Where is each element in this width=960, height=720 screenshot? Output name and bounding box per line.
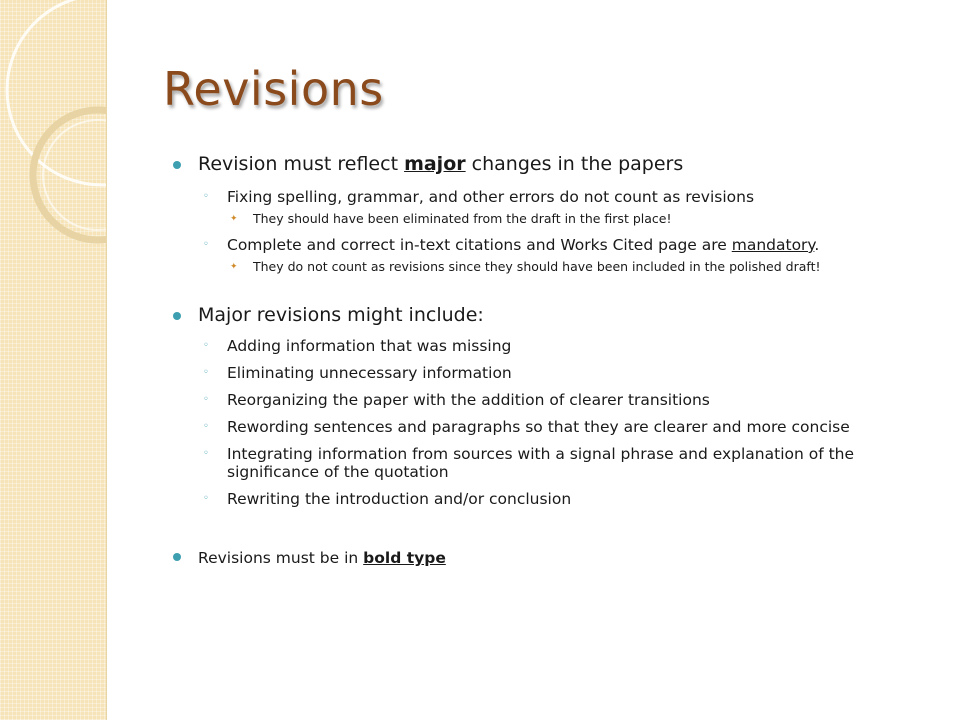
- emphasis-mandatory: mandatory: [731, 236, 815, 254]
- star-bullet-icon: ✦: [230, 214, 238, 224]
- ring-bullet-icon: ◦: [203, 340, 209, 351]
- ring-bullet-icon: ◦: [203, 493, 209, 504]
- sub-bullet-spelling: ◦ Fixing spelling, grammar, and other errors do not count as revisions: [203, 188, 755, 206]
- list-item: ◦ Rewriting the introduction and/or conclusion: [203, 490, 572, 508]
- detail-bullet-eliminated: ✦ They should have been eliminated from the draft in the first place!: [230, 211, 672, 226]
- star-bullet-icon: ✦: [230, 262, 238, 272]
- sub-bullet-citations: ◦ Complete and correct in-text citations and Works Cited page are mandatory.: [203, 236, 820, 254]
- ring-bullet-icon: ◦: [203, 239, 209, 250]
- list-item: ◦ Reorganizing the paper with the addition of clearer transitions: [203, 391, 710, 409]
- bullet-major-changes: Revision must reflect major changes in the papers: [168, 152, 938, 176]
- ring-bullet-icon: ◦: [203, 394, 209, 405]
- deco-circle-outer: [7, 0, 106, 185]
- slide-title: Revisions: [163, 62, 384, 116]
- list-item: ◦ Integrating information from sources with a signal phrase and explanation of the significance of the quotation: [203, 445, 855, 481]
- list-item: ◦ Rewording sentences and paragraphs so that they are clearer and more concise: [203, 418, 850, 436]
- bullet-dot-icon: [173, 161, 181, 169]
- ring-bullet-icon: ◦: [203, 448, 209, 459]
- bullet-dot-icon: [173, 312, 181, 320]
- list-item: ◦ Adding information that was missing: [203, 337, 512, 355]
- ring-bullet-icon: ◦: [203, 191, 209, 202]
- emphasis-bold-type: bold type: [363, 549, 446, 567]
- slide-content: [168, 152, 938, 570]
- decorative-sidebar: [0, 0, 107, 720]
- emphasis-major: major: [404, 153, 466, 175]
- deco-circle-inner: [43, 120, 106, 230]
- ring-bullet-icon: ◦: [203, 421, 209, 432]
- bullet-major-revisions-heading: Major revisions might include:: [168, 303, 938, 327]
- bullet-dot-icon: [173, 553, 181, 561]
- decorative-circles: [0, 0, 106, 720]
- ring-bullet-icon: ◦: [203, 367, 209, 378]
- list-item: ◦ Eliminating unnecessary information: [203, 364, 512, 382]
- bullet-bold-type: Revisions must be in bold type: [168, 546, 938, 570]
- detail-bullet-polished: ✦ They do not count as revisions since they should have been included in the polished draft!: [230, 259, 821, 274]
